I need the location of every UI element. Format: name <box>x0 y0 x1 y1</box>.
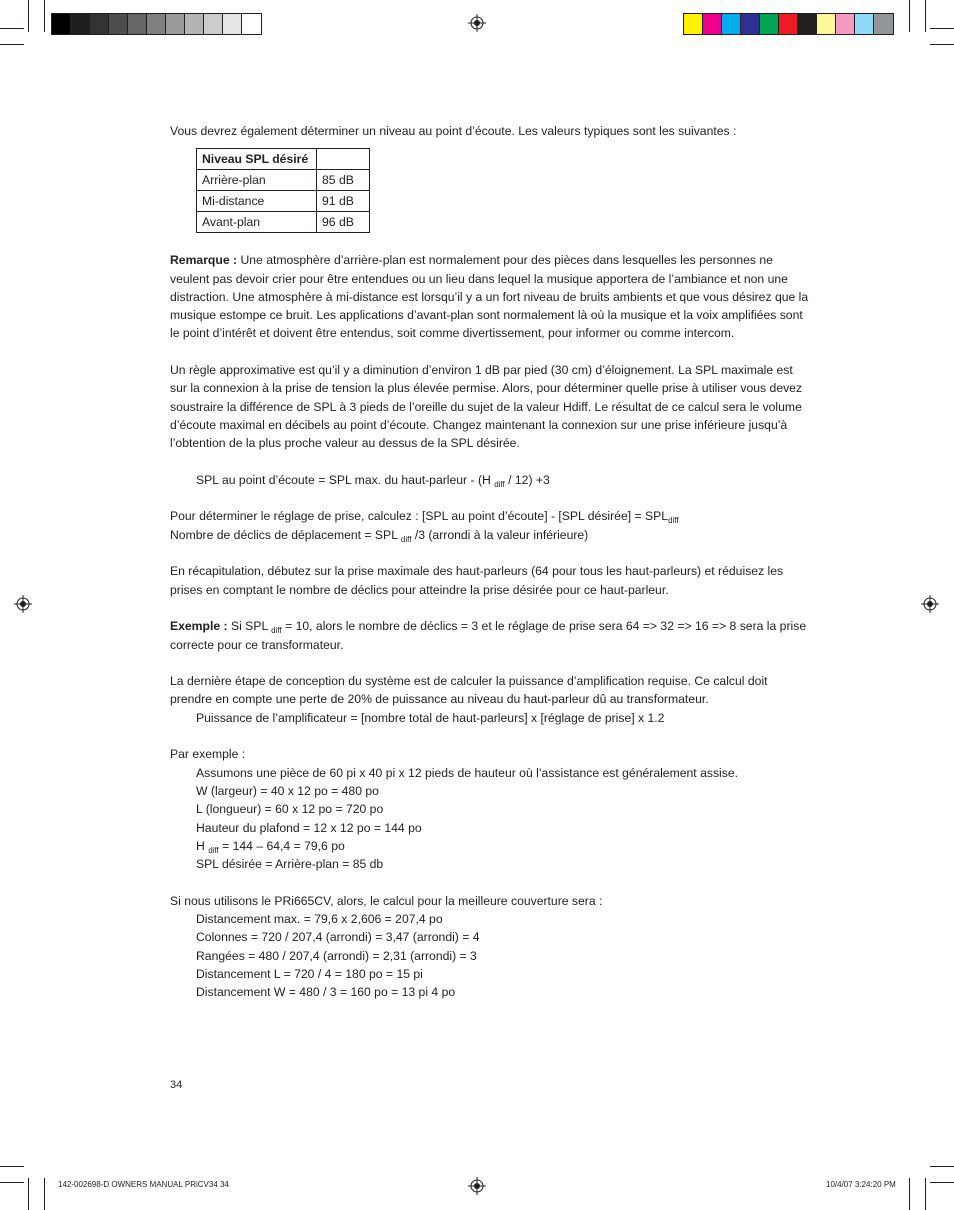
table-header-cell: Niveau SPL désiré <box>197 149 317 170</box>
amplifier-paragraph: La dernière étape de conception du système est de calculer la puissance d’amplification requise. Ce calcul doit prendre en compte une perte de 20% de puissance au niveau du haut-parleur dû au transformateur. <box>170 674 768 707</box>
example-line: Hauteur du plafond = 12 x 12 po = 144 po <box>196 820 422 835</box>
crop-mark <box>930 44 954 45</box>
crop-mark <box>44 0 45 32</box>
coverage-intro: Si nous utilisons le PRi665CV, alors, le calcul pour la meilleure couverture sera : <box>170 893 603 908</box>
example-line: Assumons une pièce de 60 pi x 40 pi x 12 pieds de hauteur où l’assistance est généralement assise. <box>196 765 738 780</box>
crop-mark <box>0 1182 24 1183</box>
table-cell-label: Arrière-plan <box>197 170 317 191</box>
color-swatch <box>71 14 90 34</box>
remark-paragraph: Remarque : Une atmosphère d’arrière-plan est normalement pour des pièces dans lesquelles les personnes ne veulent pas devoir crier pour être entendues ou un lieu dans lequel la musique apportera de l’ambiance et non une distraction. Une atmosphère à mi-distance est lorsqu’il y a un fort niveau de bruits ambients et que vous désirez que la musique estompe ce bruit. Les applications d’avant-plan sont normalement là où la musique et la voix amplifiées sont le point d’intérêt et doivent être entendus, soit comme divertissement, pour informer ou comme intercom. <box>170 253 809 341</box>
color-swatch <box>836 14 855 34</box>
color-swatch <box>147 14 166 34</box>
spl-desired-line: SPL désirée = Arrière-plan = 85 db <box>196 857 384 872</box>
crop-mark <box>930 1166 954 1167</box>
crop-mark <box>28 0 29 32</box>
footer-left: 142-002698-D OWNERS MANUAL PRiCV34 34 <box>58 1180 229 1189</box>
crop-mark <box>909 0 910 32</box>
example-line: W (largeur) = 40 x 12 po = 480 po <box>196 783 379 798</box>
example-line: L (longueur) = 60 x 12 po = 720 po <box>196 802 384 817</box>
coverage-line: Distancement max. = 79,6 x 2,606 = 207,4 po <box>196 911 443 926</box>
table-cell-label: Avant-plan <box>197 212 317 233</box>
coverage-line: Distancement L = 720 / 4 = 180 po = 15 pi <box>196 966 423 981</box>
crop-mark <box>0 28 24 29</box>
crop-mark <box>925 1178 926 1210</box>
color-swatch <box>741 14 760 34</box>
par-exemple-heading: Par exemple : <box>170 747 246 762</box>
table-header-row <box>197 149 370 170</box>
coverage-line: Colonnes = 720 / 207,4 (arrondi) = 3,47 (arrondi) = 4 <box>196 930 480 945</box>
color-swatch <box>779 14 798 34</box>
example-paragraph: Exemple : Si SPL $_{diff}$ = 10, alors le nombre de déclics = 3 et le réglage de prise sera 64 => 32 => 16 => 8 sera la prise correcte pour ce transformateur. <box>170 619 807 652</box>
gray-color-bar <box>51 13 262 35</box>
crop-mark <box>930 1182 954 1183</box>
table-row <box>197 212 370 233</box>
color-swatch <box>223 14 242 34</box>
remark-label: Remarque : <box>170 253 238 268</box>
color-swatch <box>874 14 893 34</box>
tap-setting-line: Pour déterminer le réglage de prise, calculez : [SPL au point d’écoute] - [SPL désirée] = $SPL_{diff}$ <box>170 509 679 526</box>
color-swatch <box>798 14 817 34</box>
table-cell-label: Mi-distance <box>197 191 317 212</box>
table-header-value <box>317 149 370 170</box>
table-cell-value: 91 dB <box>317 191 370 212</box>
color-swatch <box>817 14 836 34</box>
summary-paragraph: En récapitulation, débutez sur la prise maximale des haut-parleurs (64 pour tous les haut-parleurs) et réduisez les prises en comptant le nombre de déclics pour atteindre la prise désirée pour ce haut-parleur. <box>170 564 784 597</box>
color-swatch <box>52 14 71 34</box>
color-swatch <box>90 14 109 34</box>
crop-mark <box>28 1178 29 1210</box>
example-label: Exemple : <box>170 619 228 634</box>
table-row <box>197 170 370 191</box>
process-color-bar <box>683 13 894 35</box>
spl-table <box>196 148 370 233</box>
crop-mark <box>930 28 954 29</box>
crop-mark <box>925 0 926 32</box>
registration-mark-icon <box>921 595 939 613</box>
color-swatch <box>166 14 185 34</box>
registration-mark-icon <box>468 1177 486 1195</box>
registration-mark-icon <box>14 595 32 613</box>
color-swatch <box>703 14 722 34</box>
crop-mark <box>44 1178 45 1210</box>
coverage-line: Distancement W = 480 / 3 = 160 po = 13 pi 4 po <box>196 985 456 1000</box>
page-content <box>170 122 810 1001</box>
table-cell-value: 96 dB <box>317 212 370 233</box>
color-swatch <box>204 14 223 34</box>
coverage-line: Rangées = 480 / 207,4 (arrondi) = 2,31 (arrondi) = 3 <box>196 948 477 963</box>
intro-paragraph: Vous devrez également déterminer un niveau au point d’écoute. Les valeurs typiques sont les suivantes : <box>170 124 737 138</box>
color-swatch <box>109 14 128 34</box>
spl-formula: SPL au point d’écoute = SPL max. du haut-parleur - (H $_{diff}$ / 12) +3 <box>196 472 550 489</box>
crop-mark <box>0 1166 24 1167</box>
amplifier-formula: Puissance de l’amplificateur = [nombre total de haut-parleurs] x [réglage de prise] x 1.2 <box>196 710 665 725</box>
rule-paragraph: Un règle approximative est qu’il y a diminution d’environ 1 dB par pied (30 cm) d’éloignement. La SPL maximale est sur la connexion à la prise de tension la plus élevée permise. Alors, pour déterminer quelle prise à utiliser vous devez soustraire la différence de SPL à 3 pieds de l’oreille du sujet de la valeur Hdiff. Le résultat de ce calcul sera le volume d’écoute maximal en décibels au point d’écoute. Changez maintenant la connexion sur une prise inférieure jusqu’à l’obtention de la plus proche valeur au dessus de la SPL désirée. <box>170 363 803 451</box>
color-swatch <box>128 14 147 34</box>
registration-mark-icon <box>468 14 486 32</box>
color-swatch <box>722 14 741 34</box>
color-swatch <box>760 14 779 34</box>
color-swatch <box>185 14 204 34</box>
table-cell-value: 85 dB <box>317 170 370 191</box>
page-number: 34 <box>170 1079 183 1091</box>
footer-right: 10/4/07 3:24:20 PM <box>826 1180 896 1189</box>
color-swatch <box>242 14 261 34</box>
crop-mark <box>0 44 24 45</box>
table-row <box>197 191 370 212</box>
clicks-line: Nombre de déclics de déplacement = SPL $_{diff}$ /3 (arrondi à la valeur inférieure) <box>170 527 589 544</box>
crop-mark <box>909 1178 910 1210</box>
color-swatch <box>855 14 874 34</box>
color-swatch <box>684 14 703 34</box>
hdiff-line: H $_{diff}$ = 144 – 64,4 = 79,6 po <box>196 838 345 855</box>
